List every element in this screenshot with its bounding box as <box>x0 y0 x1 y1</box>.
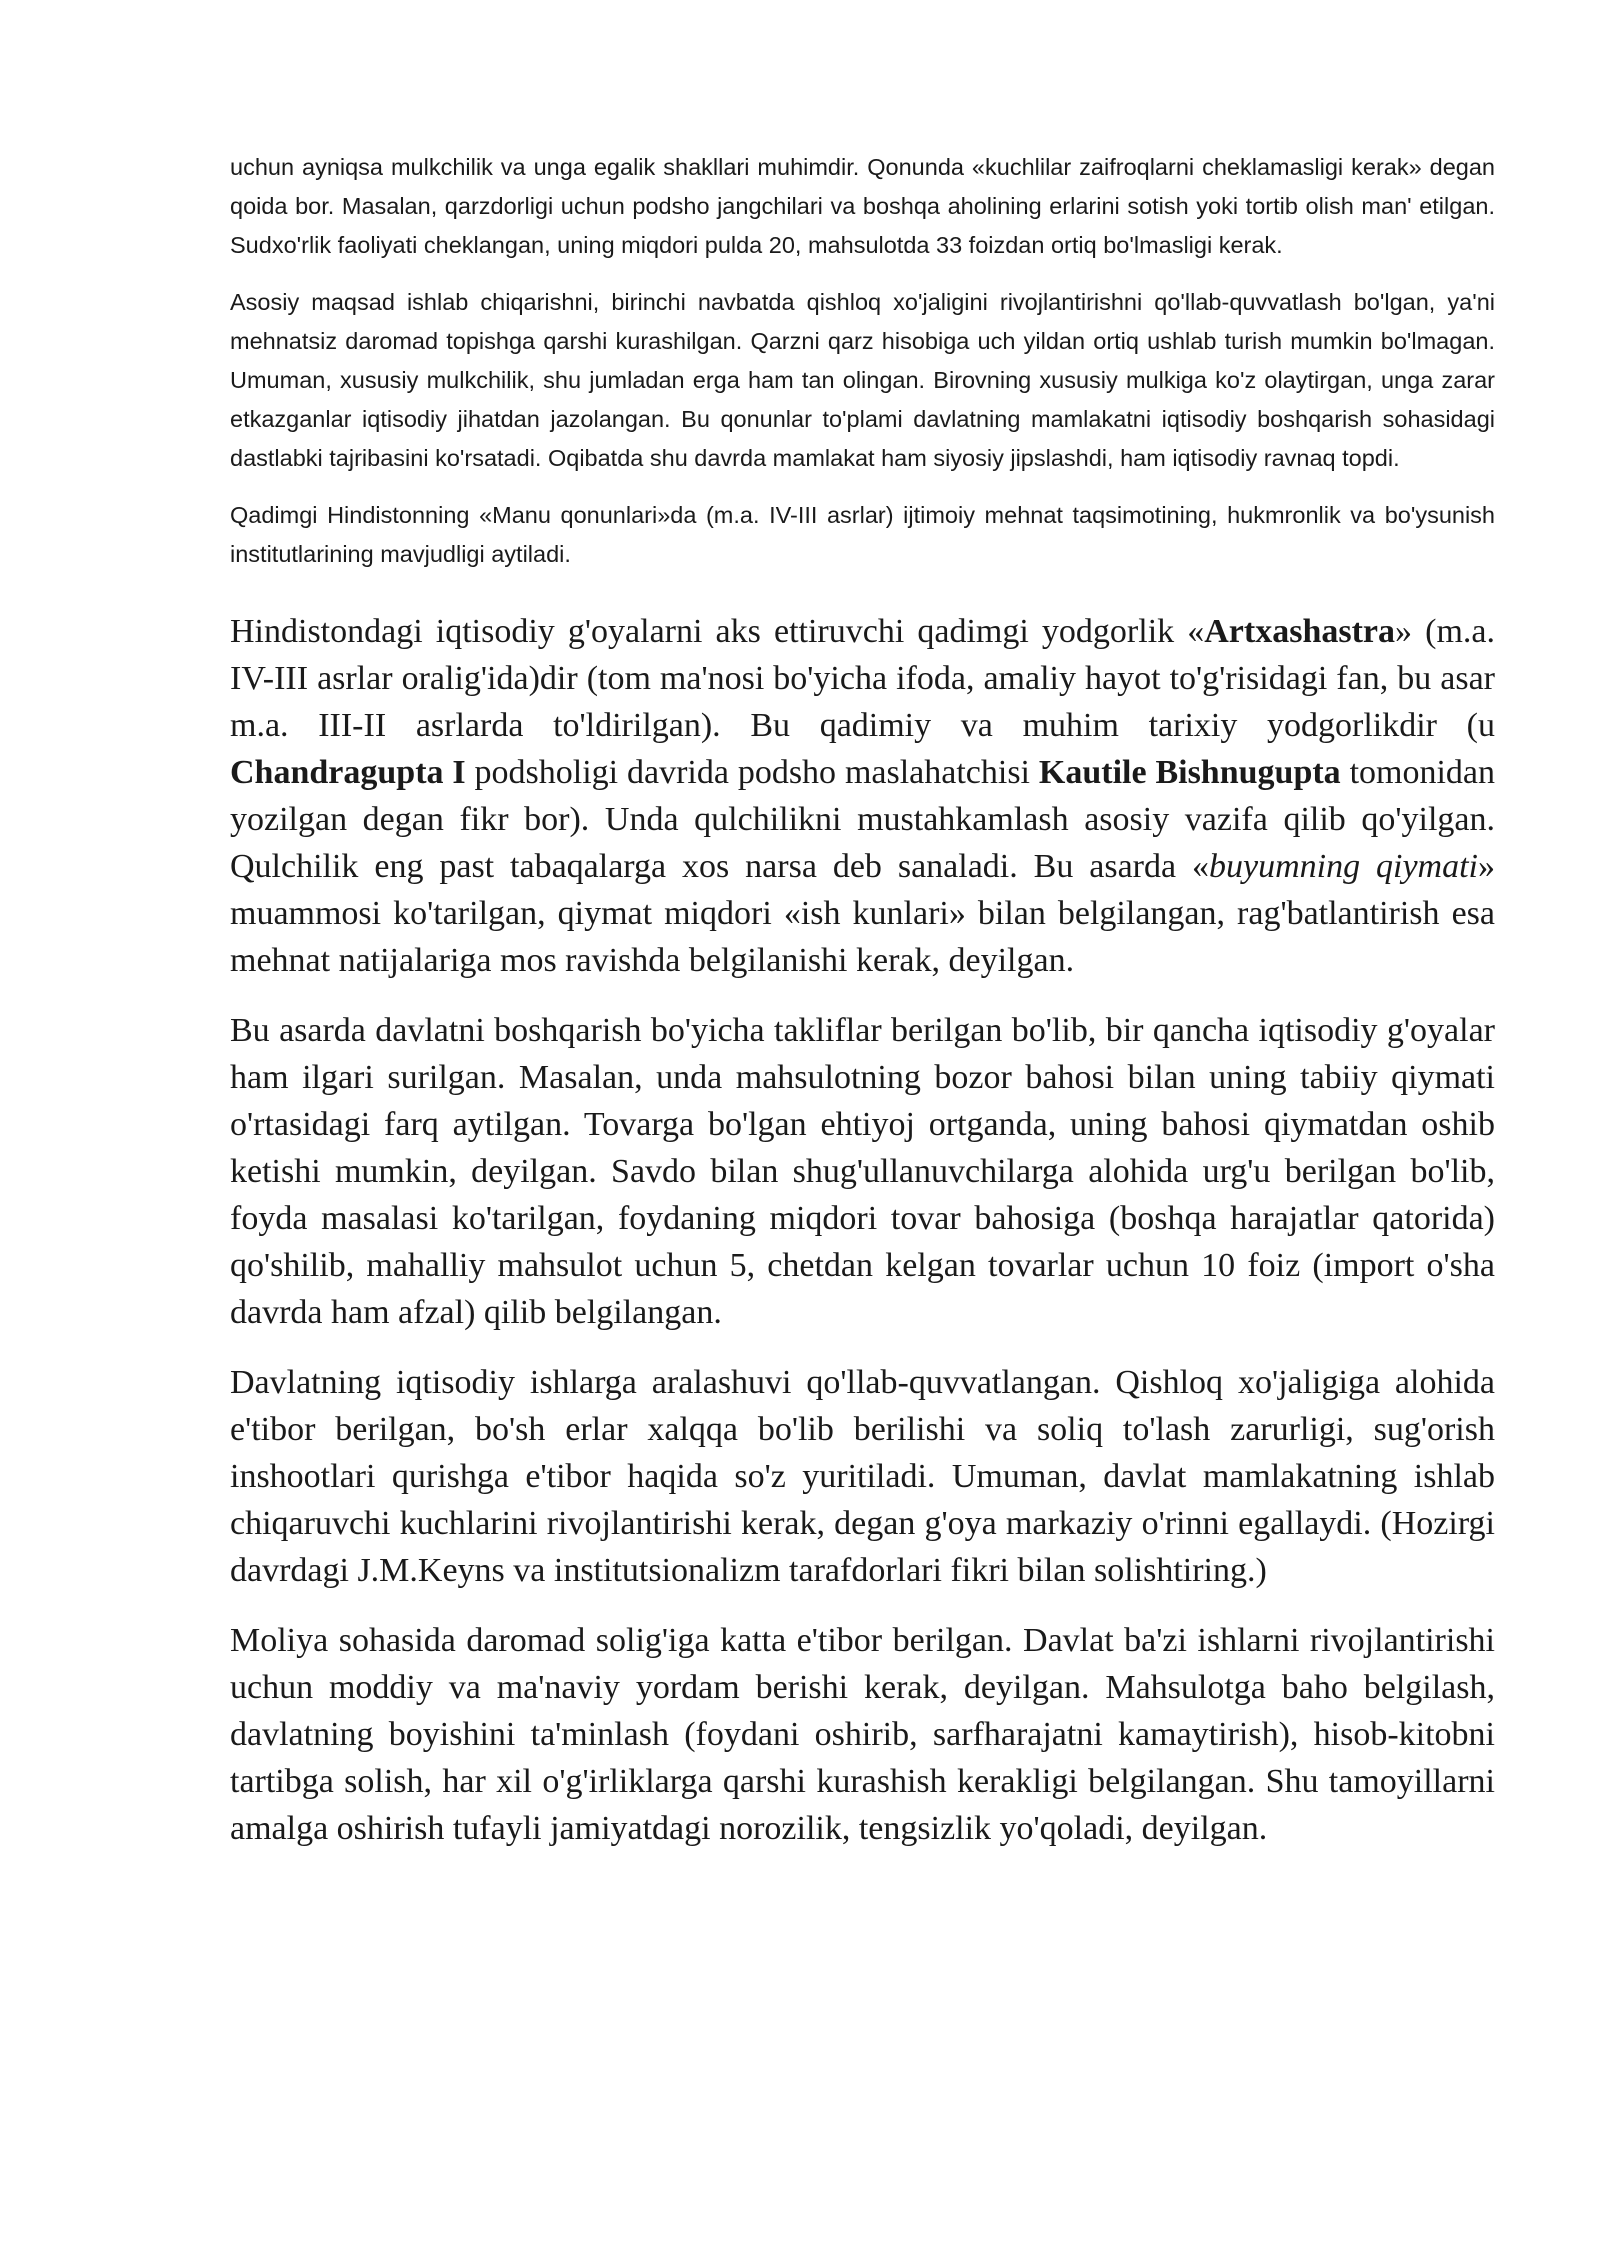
paragraph-state-management: Bu asarda davlatni boshqarish bo'yicha takliflar berilgan bo'lib, bir qancha iqtisodiy g'oyalar ham ilgari surilgan. Masalan, unda mahsulotning bozor bahosi bilan uning tabiiy qiymati o'rtasidagi farq aytilgan. Tovarga bo'lgan ehtiyoj ortganda, uning bahosi qiymatdan oshib ketishi mumkin, deyilgan. Savdo bilan shug'ullanuvchilarga alohida urg'u berilgan bo'lib, foyda masalasi ko'tarilgan, foydaning miqdori tovar bahosiga (boshqa harajatlar qatorida) qo'shilib, mahalliy mahsulot uchun 5, chetdan kelgan tovarlar uchun 10 foiz (import o'sha davrda ham afzal) qilib belgilangan. <box>230 1012 1495 1331</box>
document-page <box>230 148 1495 1875</box>
paragraph-main-goal: Asosiy maqsad ishlab chiqarishni, birinchi navbatda qishloq xo'jaligini rivojlantirishni qo'llab-quvvatlash bo'lgan, ya'ni mehnatsiz daromad topishga qarshi kurashilgan. Qarzni qarz hisobiga uch yildan ortiq ushlab turish mumkin bo'lmagan. Umuman, xususiy mulkchilik, shu jumladan erga ham tan olingan. Birovning xususiy mulkiga ko'z olaytirgan, unga zarar etkazganlar iqtisodiy jihatdan jazolangan. Bu qonunlar to'plami davlatning mamlakatni iqtisodiy boshqarish sohasidagi dastlabki tajribasini ko'rsatadi. Oqibatda shu davrda mamlakat ham siyosiy jipslashdi, ham iqtisodiy ravnaq topdi. <box>230 289 1495 471</box>
paragraph-manu-laws: Qadimgi Hindistonning «Manu qonunlari»da (m.a. IV-III asrlar) ijtimoiy mehnat taqsimotining, hukmronlik va bo'ysunish institutlarining mavjudligi aytiladi. <box>230 502 1495 567</box>
paragraph-artxashastra <box>230 608 1495 984</box>
text-segment: Hindistondagi iqtisodiy g'oyalarni aks ettiruvchi qadimgi yodgorlik « <box>230 613 1205 650</box>
text-segment: » muammosi ko'tarilgan, qiymat miqdori «ish kunlari» bilan belgilangan, rag'batlantirish esa mehnat natijalariga mos ravishda belgilanishi kerak, deyilgan. <box>230 848 1495 979</box>
italic-term-value: buyumning qiymati <box>1209 848 1478 885</box>
bold-term-chandragupta: Chandragupta I <box>230 754 466 791</box>
text-segment: » (m.a. IV-III asrlar oralig'ida)dir (tom ma'nosi bo'yicha ifoda, amaliy hayot to'g'risidagi fan, bu asar m.a. III-II asrlarda to'ldirilgan). Bu qadimiy va muhim tarixiy yodgorlikdir (u <box>230 613 1495 744</box>
paragraph-finance: Moliya sohasida daromad solig'iga katta e'tibor berilgan. Davlat ba'zi ishlarni rivojlantirishi uchun moddiy va ma'naviy yordam berishi kerak, deyilgan. Mahsulotga baho belgilash, davlatning boyishini ta'minlash (foydani oshirib, sarfharajatni kamaytirish), hisob-kitobni tartibga solish, har xil o'g'irliklarga qarshi kurashish kerakligi belgilangan. Shu tamoyillarni amalga oshirish tufayli jamiyatdagi norozilik, tengsizlik yo'qoladi, deyilgan. <box>230 1622 1495 1847</box>
text-segment: tomonidan yozilgan degan fikr bor). Unda qulchilikni mustahkamlash asosiy vazifa qilib qo'yilgan. Qulchilik eng past tabaqalarga xos narsa deb sanaladi. Bu asarda « <box>230 754 1496 885</box>
paragraph-property-law: uchun ayniqsa mulkchilik va unga egalik shakllari muhimdir. Qonunda «kuchlilar zaifroqlarni cheklamasligi kerak» degan qoida bor. Masalan, qarzdorligi uchun podsho jangchilari va boshqa aholining erlarini sotish yoki tortib olish man' etilgan. Sudxo'rlik faoliyati cheklangan, uning miqdori pulda 20, mahsulotda 33 foizdan ortiq bo'lmasligi kerak. <box>230 154 1495 258</box>
bold-term-kautile: Kautile Bishnugupta <box>1038 754 1341 791</box>
text-segment: podsholigi davrida podsho maslahatchisi <box>465 754 1039 791</box>
bold-term-artxashastra: Artxashastra <box>1204 613 1396 650</box>
paragraph-state-intervention: Davlatning iqtisodiy ishlarga aralashuvi qo'llab-quvvatlangan. Qishloq xo'jaligiga alohida e'tibor berilgan, bo'sh erlar xalqqa bo'lib berilishi va soliq to'lash zarurligi, sug'orish inshootlari qurishga e'tibor haqida so'z yuritiladi. Umuman, davlat mamlakatning ishlab chiqaruvchi kuchlarini rivojlantirishi kerak, degan g'oya markaziy o'rinni egallaydi. (Hozirgi davrdagi J.M.Keyns va institutsionalizm tarafdorlari fikri bilan solishtiring.) <box>230 1364 1495 1589</box>
